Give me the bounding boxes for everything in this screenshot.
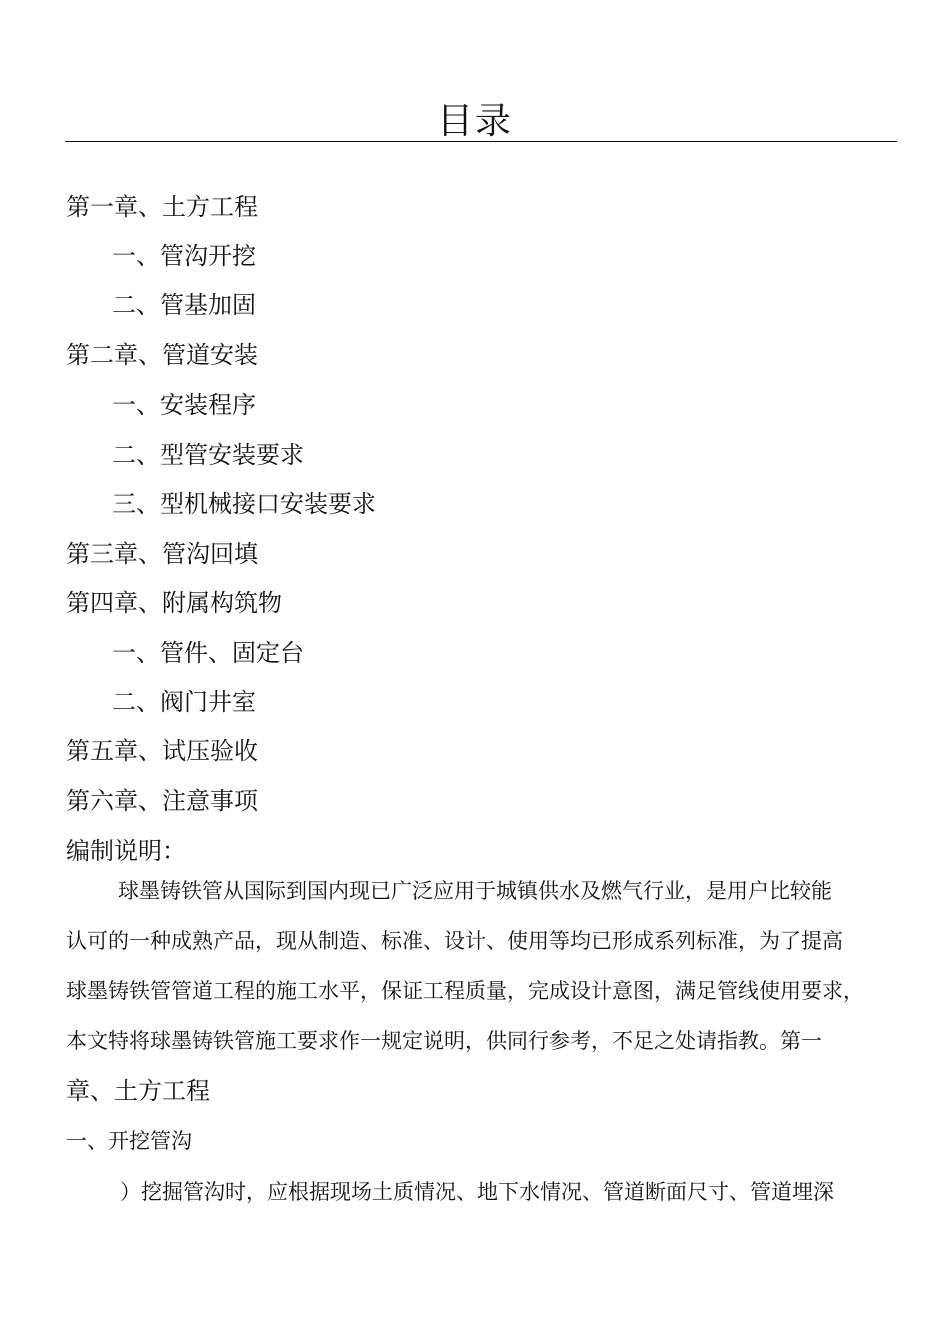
chapter-heading: 章、土方工程	[66, 1077, 210, 1105]
toc-chapter-entry[interactable]: 第三章、管沟回填	[66, 540, 258, 568]
note-paragraph-line: 球墨铸铁管从国际到国内现已广泛应用于城镇供水及燃气行业，是用户比较能	[118, 879, 832, 903]
toc-chapter-entry[interactable]: 第五章、试压验收	[66, 737, 258, 765]
toc-chapter-entry[interactable]: 第六章、注意事项	[66, 787, 258, 815]
toc-section-entry[interactable]: 一、管沟开挖	[112, 242, 256, 270]
toc-section-entry[interactable]: 二、型管安装要求	[112, 441, 304, 469]
note-heading: 编制说明：	[66, 837, 186, 865]
title-underline	[65, 141, 897, 142]
toc-section-entry[interactable]: 三、型机械接口安装要求	[112, 490, 376, 518]
toc-section-entry[interactable]: 二、阀门井室	[112, 688, 256, 716]
note-paragraph-line: 球墨铸铁管管道工程的施工水平，保证工程质量，完成设计意图，满足管线使用要求，	[66, 979, 864, 1003]
note-paragraph-line: 本文特将球墨铸铁管施工要求作一规定说明，供同行参考，不足之处请指教。第一	[66, 1029, 822, 1053]
section-heading: 一、开挖管沟	[66, 1129, 192, 1153]
toc-chapter-entry[interactable]: 第四章、附属构筑物	[66, 589, 282, 617]
body-text-line: ）挖掘管沟时，应根据现场土质情况、地下水情况、管道断面尺寸、管道埋深	[120, 1180, 834, 1204]
note-paragraph-line: 认可的一种成熟产品，现从制造、标准、设计、使用等均已形成系列标准，为了提高	[66, 929, 843, 953]
toc-chapter-entry[interactable]: 第二章、管道安装	[66, 341, 258, 369]
toc-section-entry[interactable]: 二、管基加固	[112, 291, 256, 319]
page-title: 目录	[436, 101, 513, 142]
toc-section-entry[interactable]: 一、安装程序	[112, 391, 256, 419]
toc-section-entry[interactable]: 一、管件、固定台	[112, 639, 304, 667]
toc-chapter-entry[interactable]: 第一章、土方工程	[66, 193, 258, 221]
